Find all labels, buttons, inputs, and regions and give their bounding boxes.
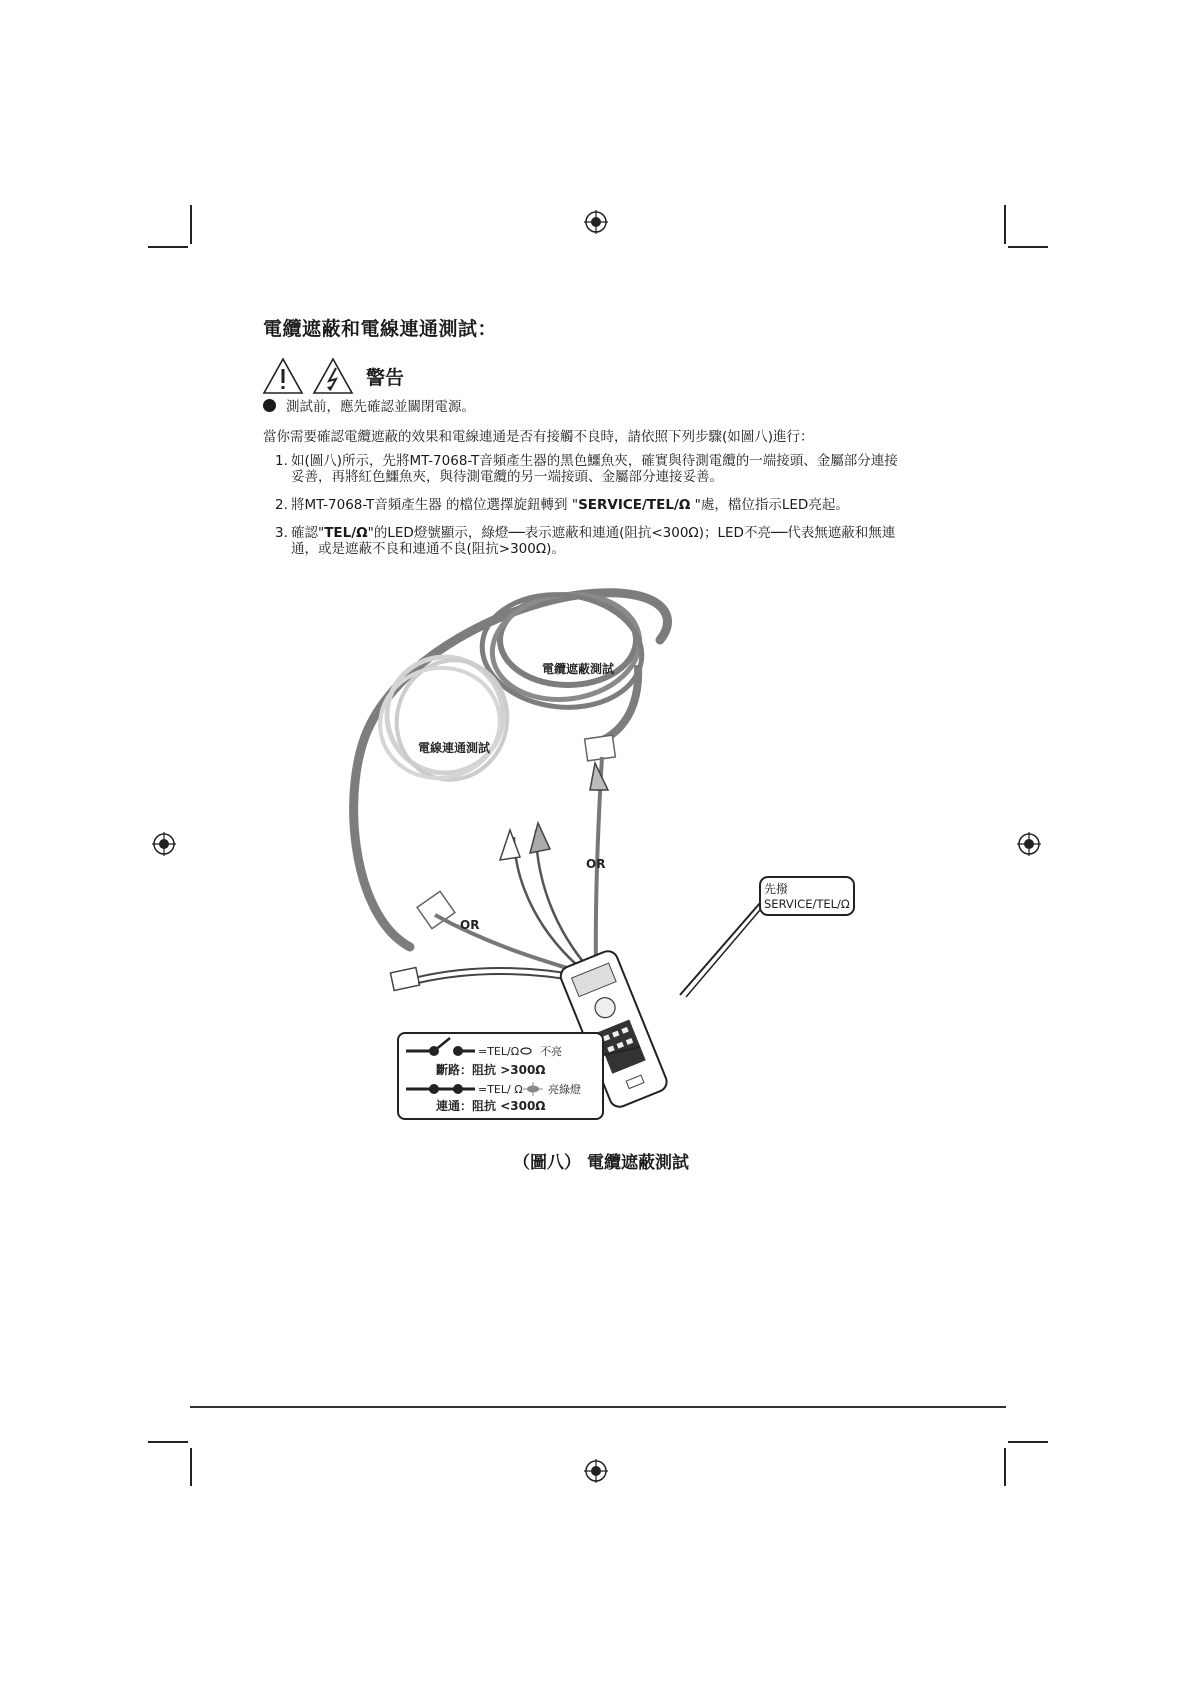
registration-mark-icon <box>584 1459 608 1483</box>
step-number: 3. <box>275 525 288 541</box>
registration-mark-icon <box>1017 832 1041 856</box>
footer-rule <box>190 1406 1006 1408</box>
legend-open-caption-prefix: 斷路：阻抗 <box>436 1063 501 1077</box>
legend-open-symbol: =TEL/Ω <box>478 1045 520 1058</box>
cable-shield-label: 電纜遮蔽測試 <box>542 662 615 676</box>
legend-open-state: 不亮 <box>540 1045 562 1058</box>
step-number: 1. <box>275 453 288 469</box>
intro-paragraph: 當你需要確認電纜遮蔽的效果和電線連通是否有接觸不良時，請依照下列步驟(如圖八)進行： <box>263 429 814 445</box>
step-text: 妥善，再將紅色鱷魚夾，與待測電纜的另一端接頭、金屬部分連接妥善。 <box>291 469 723 485</box>
callout-text: SERVICE/TEL/Ω <box>764 897 850 911</box>
registration-mark-icon <box>584 210 608 234</box>
warning-row <box>262 356 404 396</box>
warning-label: 警告 <box>366 366 405 389</box>
legend-open-caption <box>436 1062 546 1077</box>
steps-list <box>275 453 935 569</box>
legend-closed-state: 亮綠燈 <box>548 1083 581 1096</box>
step-text: 將MT-7068-T音頻產生器 的檔位選擇旋鈕轉到 " <box>291 497 579 513</box>
legend-closed-caption-value: <300Ω <box>500 1099 546 1113</box>
lightning-triangle-icon <box>312 357 354 395</box>
alligator-clip <box>500 830 520 860</box>
crop-mark-bl-vertical <box>190 1448 192 1486</box>
step-item <box>275 497 935 513</box>
step-text: "處，檔位指示LED亮起。 <box>690 497 849 513</box>
or-label: OR <box>460 918 480 932</box>
red-lead-wire <box>536 830 590 970</box>
precaution-text: 測試前，應先確認並關閉電源。 <box>286 399 475 415</box>
callout-pointer <box>686 910 760 997</box>
crop-mark-br-vertical <box>1004 1448 1006 1486</box>
legend-closed-caption <box>436 1098 546 1113</box>
wire-continuity-label: 電線連通測試 <box>418 741 491 755</box>
or-label: OR <box>586 857 606 871</box>
step-item <box>275 525 935 557</box>
section-title: 電纜遮蔽和電線連通測試： <box>263 318 498 340</box>
crop-mark-tr-vertical <box>1004 205 1006 244</box>
legend-closed-caption-prefix: 連通：阻抗 <box>436 1099 501 1113</box>
alligator-clip <box>530 823 550 853</box>
legend-open-caption-value: >300Ω <box>500 1063 546 1077</box>
exclamation-triangle-icon <box>262 357 304 395</box>
step-item <box>275 453 935 485</box>
crop-mark-br-horizontal <box>1008 1441 1048 1443</box>
registration-mark-icon <box>152 832 176 856</box>
step-emphasis: TEL/Ω <box>324 525 368 541</box>
alligator-clip <box>590 763 608 790</box>
crop-mark-tl-vertical <box>190 205 192 244</box>
bullet-dot-icon <box>263 399 276 412</box>
rj45-plug <box>390 967 419 990</box>
step-text: "的LED燈號顯示，綠燈──表示遮蔽和連通(阻抗<300Ω)；LED不亮──代表無遮蔽和無連 <box>367 525 896 541</box>
legend-closed-symbol: =TEL/ Ω <box>478 1083 523 1096</box>
step-number: 2. <box>275 497 288 513</box>
figure-eight-illustration <box>340 585 880 1135</box>
callout-pointer <box>680 903 760 995</box>
crop-mark-tr-horizontal <box>1008 246 1048 248</box>
crop-mark-bl-horizontal <box>148 1441 188 1443</box>
figure-caption: （圖八） 電纜遮蔽測試 <box>513 1153 689 1173</box>
crop-mark-tl-horizontal <box>148 246 188 248</box>
step-text: 如(圖八)所示，先將MT-7068-T音頻產生器的黑色鱷魚夾，確實與待測電纜的一端接頭、金屬部分連接 <box>291 453 898 469</box>
callout-text: 先撥 <box>764 882 789 896</box>
step-text: 確認" <box>291 525 325 541</box>
shielded-cable <box>354 593 668 947</box>
precaution-bullet <box>263 395 475 415</box>
step-text: 通，或是遮蔽不良和連通不良(阻抗>300Ω)。 <box>291 541 565 557</box>
step-emphasis: SERVICE/TEL/Ω <box>578 497 691 513</box>
